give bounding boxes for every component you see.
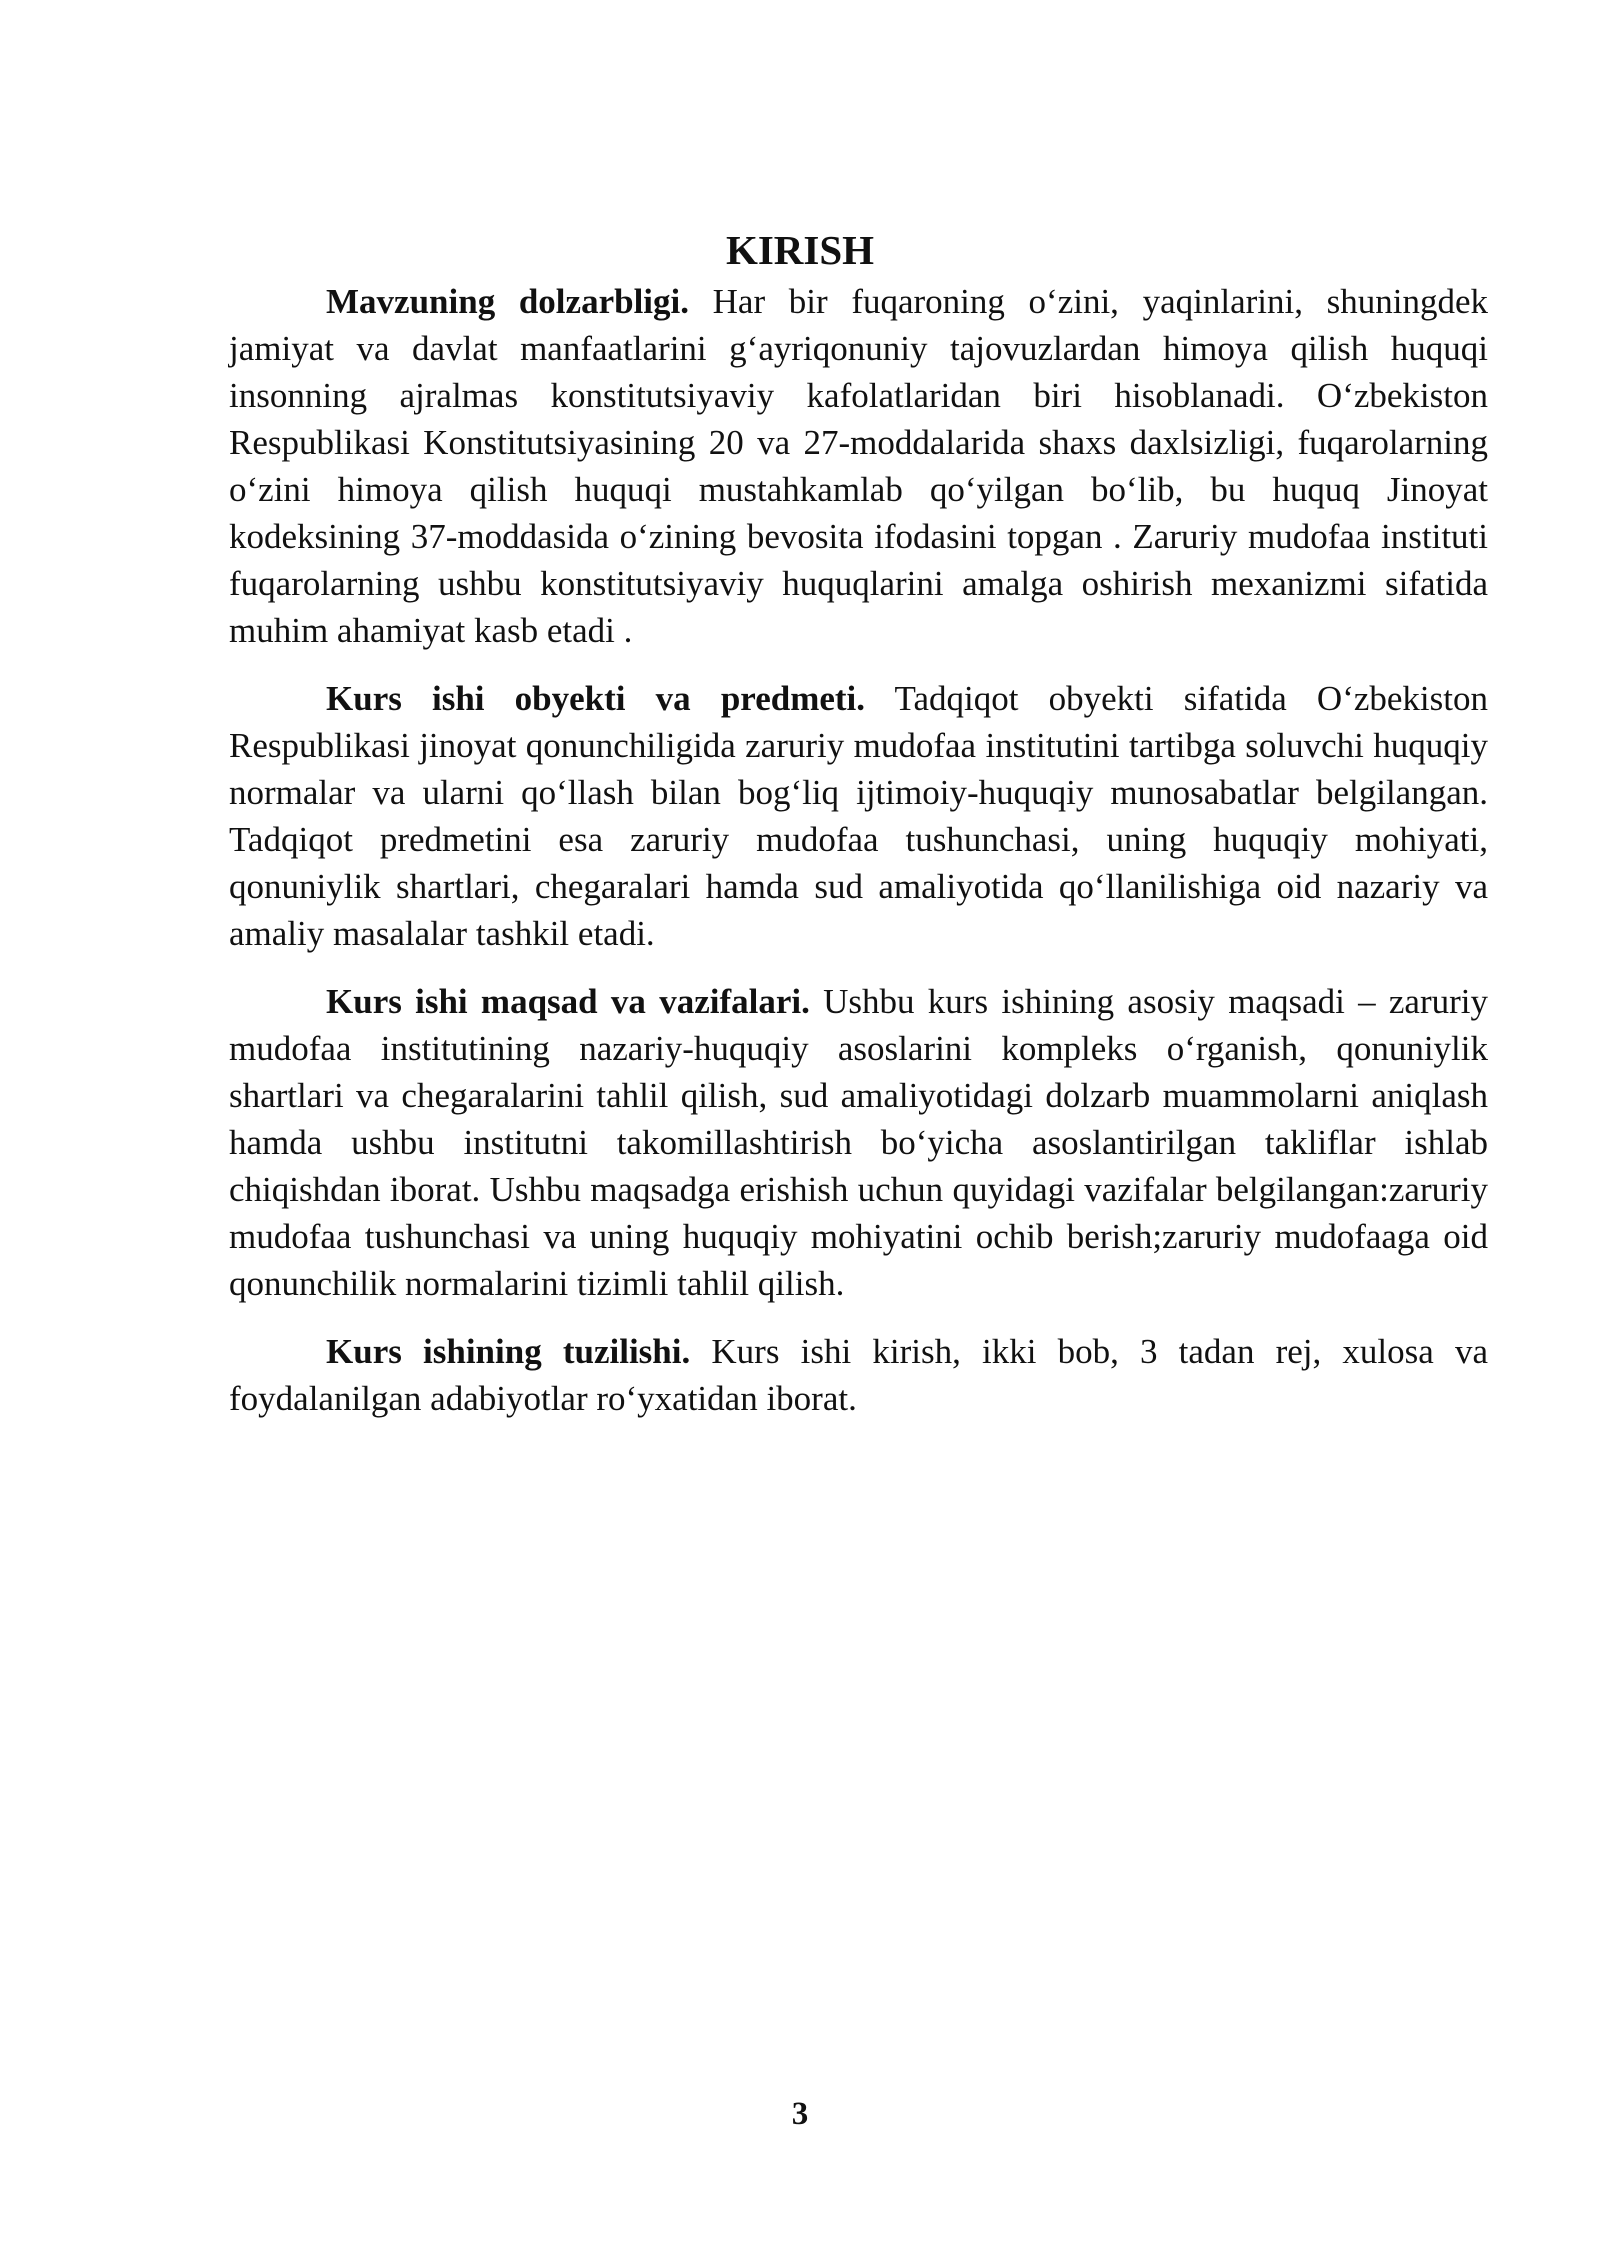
paragraph-text: Tadqiqot obyekti sifatida O‘zbekiston Respublikasi jinoyat qonunchiligida zaruriy mudofaa institutini tartibga soluvchi huquqiy normalar va ularni qo‘llash bilan bog‘liq ijtimoiy-huquqiy munosabatlar belgilangan. Tadqiqot predmetini esa zaruriy mudofaa tushunchasi, uning huquqiy mohiyati, qonuniylik shartlari, chegaralari hamda sud amaliyotida qo‘llanilishiga oid nazariy va amaliy masalalar tashkil etadi. [229, 679, 1488, 953]
paragraph-lead: Kurs ishining tuzilishi. [326, 1332, 691, 1371]
paragraph-lead: Kurs ishi maqsad va vazifalari. [326, 982, 810, 1021]
paragraph-object-subject [229, 675, 1488, 957]
page-number: 3 [791, 2096, 809, 2132]
paragraph-lead: Mavzuning dolzarbligi. [326, 282, 689, 321]
body-text [229, 278, 1488, 1443]
paragraph-goals-tasks [229, 978, 1488, 1307]
section-title: KIRISH [725, 227, 875, 273]
paragraph-text: Kurs ishi kirish, ikki bob, 3 tadan rej, xulosa va foydalanilgan adabiyotlar ro‘yxatidan iborat. [229, 1332, 1489, 1418]
paragraph-lead: Kurs ishi obyekti va predmeti. [326, 679, 866, 718]
paragraph-text: Har bir fuqaroning o‘zini, yaqinlarini, shuningdek jamiyat va davlat manfaatlarini g‘ayriqonuniy tajovuzlardan himoya qilish huquqi insonning ajralmas konstitutsiyaviy kafolatlaridan biri hisoblanadi. O‘zbekiston Respublikasi Konstitutsiyasining 20 va 27-moddalarida shaxs daxlsizligi, fuqarolarning o‘zini himoya qilish huquqi mustahkamlab qo‘yilgan bo‘lib, bu huquq Jinoyat kodeksining 37-moddasida o‘zining bevosita ifodasini topgan . Zaruriy mudofaa instituti fuqarolarning ushbu konstitutsiyaviy huquqlarini amalga oshirish mexanizmi sifatida muhim ahamiyat kasb etadi . [229, 282, 1488, 650]
paragraph-structure [229, 1328, 1488, 1422]
paragraph-relevance [229, 278, 1488, 654]
paragraph-text: Ushbu kurs ishining asosiy maqsadi – zaruriy mudofaa institutining nazariy-huquqiy asoslarini kompleks o‘rganish, qonuniylik shartlari va chegaralarini tahlil qilish, sud amaliyotidagi dolzarb muammolarni aniqlash hamda ushbu institutni takomillashtirish bo‘yicha asoslantirilgan takliflar ishlab chiqishdan iborat. Ushbu maqsadga erishish uchun quyidagi vazifalar belgilangan:zaruriy mudofaa tushunchasi va uning huquqiy mohiyatini ochib berish;zaruriy mudofaaga oid qonunchilik normalarini tizimli tahlil qilish. [229, 982, 1488, 1303]
